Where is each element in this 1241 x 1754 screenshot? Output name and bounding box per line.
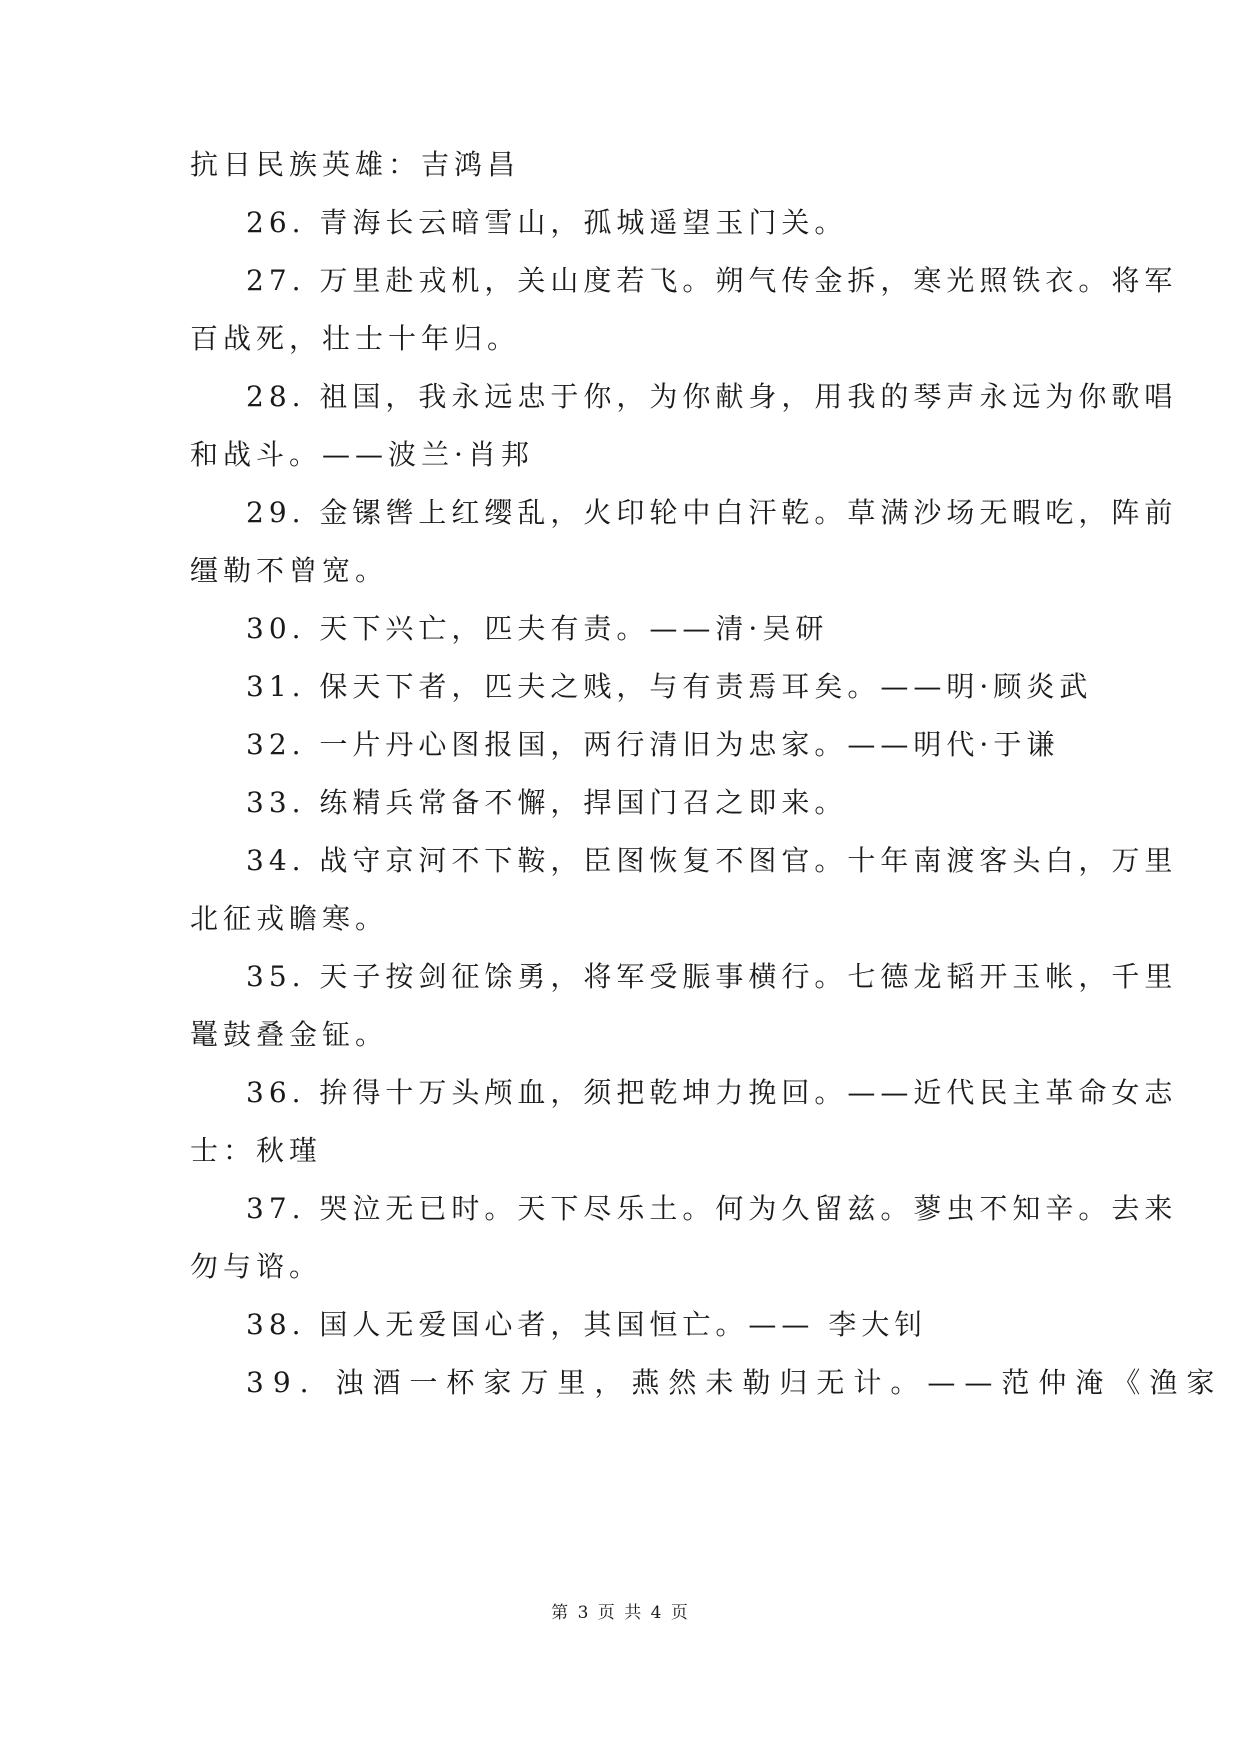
quote-39: 39. 浊酒一杯家万里，燕然未勒归无计。——范仲淹《渔家 (246, 1366, 1224, 1399)
quote-34: 34. 战守京河不下鞍，臣图恢复不图官。十年南渡客头白，万里 (246, 844, 1178, 877)
quote-27-cont: 百战死，壮士十年归。 (190, 322, 521, 355)
quote-35: 35. 天子按剑征馀勇，将军受脤事横行。七德龙韬开玉帐，千里 (246, 960, 1178, 993)
quote-37: 37. 哭泣无已时。天下尽乐土。何为久留兹。蓼虫不知辛。去来 (246, 1192, 1178, 1225)
quote-34-cont: 北征戎瞻寒。 (190, 902, 389, 935)
quote-28: 28. 祖国，我永远忠于你，为你献身，用我的琴声永远为你歌唱 (246, 380, 1178, 413)
quote-29: 29. 金镙辔上红缨乱，火印轮中白汗乾。草满沙场无暇吃，阵前 (246, 496, 1178, 529)
quote-28-cont: 和战斗。——波兰·肖邦 (190, 438, 534, 471)
quote-30: 30. 天下兴亡，匹夫有责。——清·吴研 (246, 612, 829, 645)
quote-27: 27. 万里赴戎机，关山度若飞。朔气传金拆，寒光照铁衣。将军 (246, 264, 1178, 297)
quote-33: 33. 练精兵常备不懈，捍国门召之即来。 (246, 786, 848, 819)
quote-35-cont: 鼍鼓叠金钲。 (190, 1018, 389, 1051)
quote-37-cont: 勿与谘。 (190, 1250, 323, 1283)
quote-36: 36. 拚得十万头颅血，须把乾坤力挽回。——近代民主革命女志 (246, 1076, 1178, 1109)
quote-32: 32. 一片丹心图报国，两行清旧为忠家。——明代·于谦 (246, 728, 1060, 761)
quote-26: 26. 青海长云暗雪山，孤城遥望玉门关。 (246, 206, 848, 239)
text-line: 抗日民族英雄：吉鸿昌 (190, 148, 521, 181)
quote-29-cont: 缰勒不曾宽。 (190, 554, 389, 587)
page-footer: 第 3 页 共 4 页 (551, 1603, 690, 1623)
quote-36-cont: 士：秋瑾 (190, 1134, 323, 1167)
quote-31: 31. 保天下者，匹夫之贱，与有责焉耳矣。——明·顾炎武 (246, 670, 1093, 703)
quote-38: 38. 国人无爱国心者，其国恒亡。—— 李大钊 (246, 1308, 928, 1341)
